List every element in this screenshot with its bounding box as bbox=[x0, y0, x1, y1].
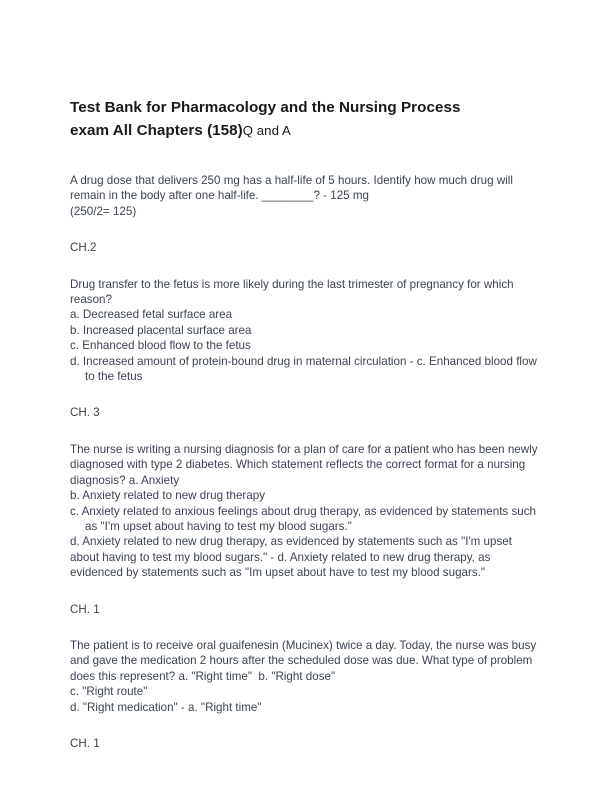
question-4-option-d: d. "Right medication" - a. "Right time" bbox=[70, 700, 262, 714]
gap-after-question-3 bbox=[70, 581, 540, 602]
question-2-option-c: c. Enhanced blood flow to the fetus bbox=[70, 339, 251, 353]
chapter-label-3-block bbox=[70, 602, 540, 617]
question-1-work: (250/2= 125) bbox=[70, 204, 137, 218]
question-4-stem: The patient is to receive oral guaifenesin (Mucinex) twice a day. Today, the nurse was busy and gave the medication 2 hours after the scheduled dose was due. What type of problem does this represent? a. "Right time" b. "Right dose" bbox=[70, 638, 540, 683]
title-gap bbox=[70, 142, 540, 173]
chapter-label-3: CH. 1 bbox=[70, 602, 100, 616]
question-block-2 bbox=[70, 277, 540, 385]
chapter-label-4: CH. 1 bbox=[70, 736, 100, 750]
gap-after-chapter-3 bbox=[70, 617, 540, 638]
question-2-stem: Drug transfer to the fetus is more likely during the last trimester of pregnancy for which reason? bbox=[70, 277, 517, 307]
gap-after-question-4 bbox=[70, 715, 540, 736]
page-title-main: Test Bank for Pharmacology and the Nursing Process bbox=[70, 99, 461, 116]
question-1-text: A drug dose that delivers 250 mg has a half-life of 5 hours. Identify how much drug will remain in the body after one half-life. ________? - 125 mg bbox=[70, 174, 517, 203]
page-title-suffix: Q and A bbox=[242, 123, 291, 138]
question-block-1 bbox=[70, 173, 540, 219]
question-block-3 bbox=[70, 442, 540, 581]
question-3-option-d: d. Anxiety related to new drug therapy, as evidenced by statements such as "I'm upset about having to test my blood sugars." - d. Anxiety related to new drug therapy, as evidenced by statements such as "Im upset about have to test my blood sugars." bbox=[70, 535, 512, 580]
question-2-option-a: a. Decreased fetal surface area bbox=[70, 308, 233, 322]
chapter-label-2-block bbox=[70, 405, 540, 420]
chapter-label-2: CH. 3 bbox=[70, 406, 100, 420]
question-2-option-b: b. Increased placental surface area bbox=[70, 323, 252, 337]
page-title bbox=[70, 96, 500, 142]
gap-after-chapter-2 bbox=[70, 421, 540, 442]
question-3-stem: The nurse is writing a nursing diagnosis for a plan of care for a patient who has been newly diagnosed with type 2 diabetes. Which statement reflects the correct format for a nursing diagnosis? a. Anxiety bbox=[70, 442, 541, 487]
gap-after-chapter-1 bbox=[70, 256, 540, 277]
page-title-line2: exam All Chapters (158) bbox=[70, 122, 243, 139]
chapter-label-1-block bbox=[70, 240, 540, 255]
question-3-option-b: b. Anxiety related to new drug therapy bbox=[70, 489, 266, 503]
question-4-option-c: c. "Right route" bbox=[70, 685, 148, 699]
gap-after-question-1 bbox=[70, 219, 540, 240]
document-content bbox=[70, 96, 540, 751]
chapter-label-4-block bbox=[70, 736, 540, 751]
question-block-4 bbox=[70, 638, 540, 715]
chapter-label-1: CH.2 bbox=[70, 241, 97, 255]
question-3-option-c: c. Anxiety related to anxious feelings about drug therapy, as evidenced by statements such as "I'm upset about having to test my blood sugars." bbox=[70, 504, 537, 533]
gap-after-question-2 bbox=[70, 384, 540, 405]
question-2-option-d: d. Increased amount of protein-bound drug in maternal circulation - c. Enhanced blood flow to the fetus bbox=[70, 354, 537, 384]
